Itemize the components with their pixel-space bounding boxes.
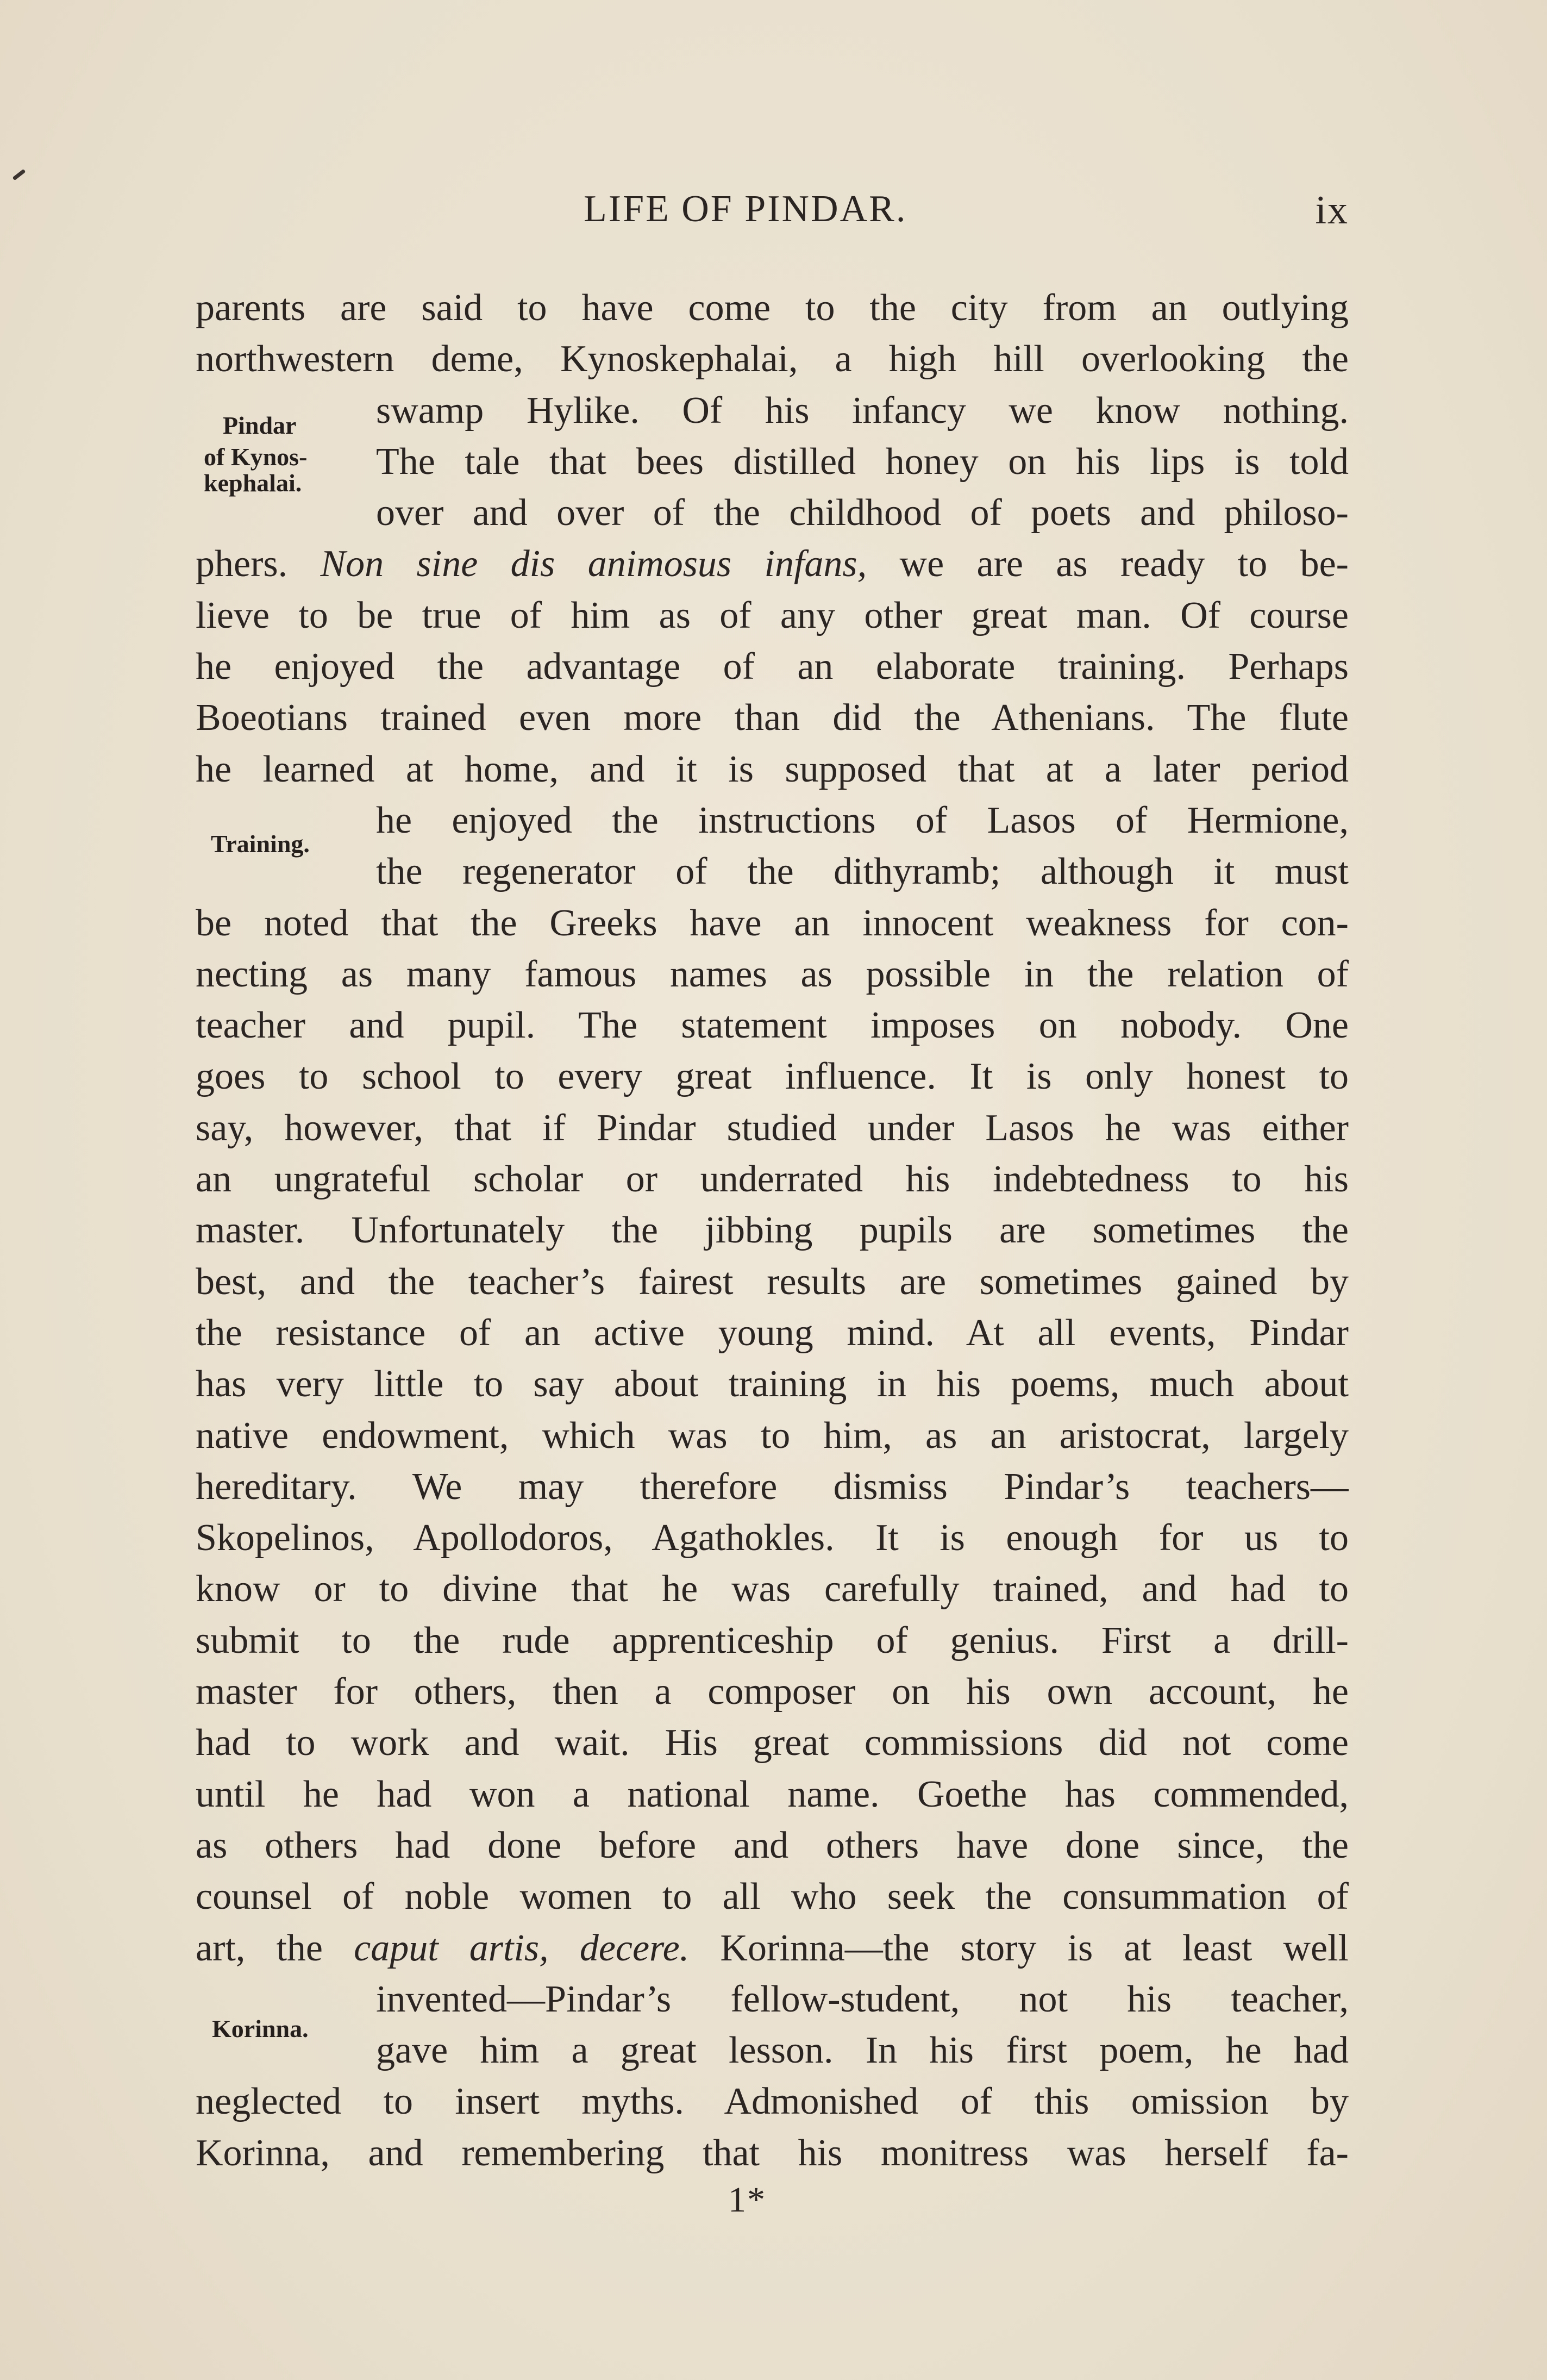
margin-note-line: Korinna. [212,2015,309,2042]
text-line: necting as many famous names as possible in the relation of [196,953,1349,995]
text-line: an ungrateful scholar or underrated his indebtedness to his [196,1158,1349,1201]
text-line: counsel of noble women to all who seek the consummation of [196,1876,1349,1918]
text-line: neglected to insert myths. Admonished of this omission by [196,2081,1349,2123]
text-line: teacher and pupil. The statement imposes on nobody. One [196,1004,1349,1047]
text-line: he enjoyed the instructions of Lasos of Hermione, [376,799,1349,841]
margin-note-line: Pindar [223,411,297,439]
text-line: he learned at home, and it is supposed that at a later period [196,748,1349,790]
text-line [196,539,1349,590]
page-number: ix [1315,188,1349,233]
latin-phrase: Non sine dis animosus infans, [320,543,867,585]
running-head: LIFE OF PINDAR. [584,188,907,230]
margin-note-line: kephalai. [204,469,302,497]
margin-note-line: Training. [211,830,310,858]
text-line: over and over of the childhood of poets and philoso- [376,492,1349,534]
text-line: northwestern deme, Kynoskephalai, a high hill overlooking the [196,338,1349,380]
text-line: submit to the rude apprenticeship of genius. First a drill- [196,1619,1349,1661]
text-line: until he had won a national name. Goethe has commended, [196,1773,1349,1815]
text-line: hereditary. We may therefore dismiss Pindar’s teachers— [196,1465,1349,1508]
text-line: Korinna, and remembering that his monitress was herself fa- [196,2132,1349,2174]
text-span: we are as ready to be- [899,543,1349,585]
text-line: master. Unfortunately the jibbing pupils are sometimes the [196,1209,1349,1252]
signature-mark: 1* [728,2180,766,2220]
text-line: say, however, that if Pindar studied under Lasos he was either [196,1107,1349,1149]
latin-phrase: caput artis, decere. [354,1927,690,1969]
text-line: parents are said to have come to the city from an outlying [196,287,1349,329]
text-line: swamp Hylike. Of his infancy we know nothing. [376,389,1349,432]
text-span: phers. [196,543,288,585]
text-line: lieve to be true of him as of any other great man. Of course [196,594,1349,636]
text-line: has very little to say about training in his poems, much about [196,1363,1349,1405]
text-line: had to work and wait. His great commissions did not come [196,1722,1349,1764]
text-line: Boeotians trained even more than did the Athenians. The flute [196,697,1349,739]
text-line: he enjoyed the advantage of an elaborate training. Perhaps [196,646,1349,688]
text-line: gave him a great lesson. In his first poem, he had [376,2029,1349,2072]
text-line: goes to school to every great influence. It is only honest to [196,1055,1349,1098]
text-line: as others had done before and others have done since, the [196,1824,1349,1866]
body-text [196,283,1349,2179]
margin-note-line: of Kynos- [204,443,308,471]
text-line: invented—Pindar’s fellow-student, not his teacher, [376,1978,1349,2020]
text-line: the regenerator of the dithyramb; although it must [376,851,1349,893]
text-line: be noted that the Greeks have an innocent weakness for con- [196,902,1349,944]
text-line: Skopelinos, Apollodoros, Agathokles. It is enough for us to [196,1517,1349,1559]
text-line: native endowment, which was to him, as an aristocrat, largely [196,1414,1349,1457]
text-line: The tale that bees distilled honey on his lips is told [376,440,1349,483]
text-line [196,1923,1349,1974]
text-line: master for others, then a composer on his own account, he [196,1671,1349,1713]
text-line: know or to divine that he was carefully trained, and had to [196,1568,1349,1610]
text-span: art, the [196,1927,323,1969]
text-line: the resistance of an active young mind. At all events, Pindar [196,1311,1349,1354]
page-header [196,188,1349,236]
text-span: Korinna—the story is at least well [720,1927,1349,1969]
text-line: best, and the teacher’s fairest results are sometimes gained by [196,1260,1349,1303]
